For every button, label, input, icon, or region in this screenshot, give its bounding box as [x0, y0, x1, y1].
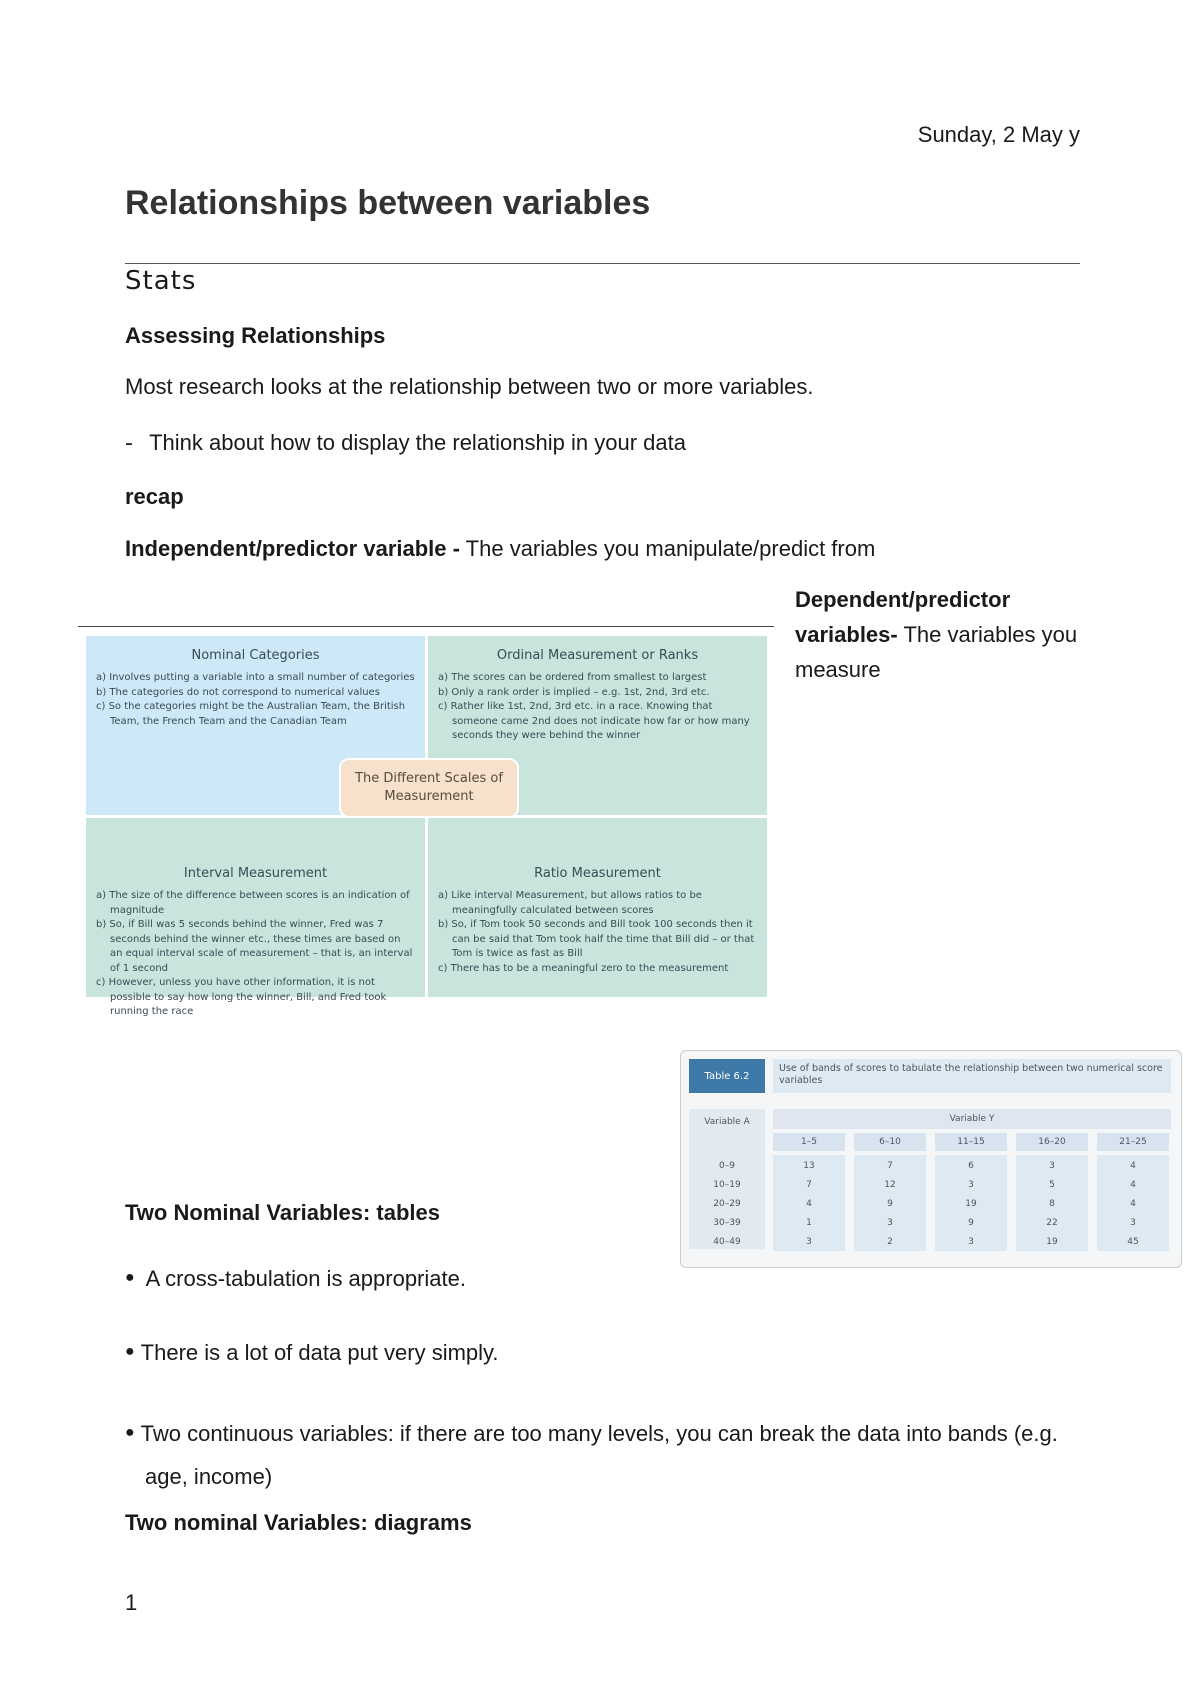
table-cell: 5 [1049, 1180, 1055, 1190]
table-cell: 12 [884, 1180, 896, 1190]
page-title: Relationships between variables [125, 184, 651, 222]
dependent-text: The variables you measure [795, 622, 1078, 682]
row-label: 30–39 [713, 1218, 741, 1228]
bullet-text: Two continuous variables: if there are too many levels, you can break the data into bands (e.g. age, income) [140, 1421, 1058, 1489]
dependent-variable-definition [795, 582, 1095, 687]
table-cell: 3 [806, 1237, 812, 1247]
paragraph-research: Most research looks at the relationship between two or more variables. [125, 374, 814, 399]
column-header: 21–25 [1097, 1133, 1169, 1151]
table-cell: 9 [968, 1218, 974, 1228]
heading-two-nominal-tables: Two Nominal Variables: tables [125, 1200, 441, 1225]
row-label: 40–49 [713, 1237, 741, 1247]
table-caption: Use of bands of scores to tabulate the relationship between two numerical score variables [773, 1059, 1171, 1093]
bullet-text: A cross-tabulation is appropriate. [140, 1266, 466, 1291]
table-cell: 19 [965, 1199, 977, 1209]
column-header: 16–20 [1016, 1133, 1088, 1151]
table-cell: 2 [887, 1237, 893, 1247]
bullet-dot: ● [125, 1343, 135, 1360]
table-cell: 4 [1130, 1199, 1136, 1209]
variable-y-header: Variable Y [773, 1109, 1171, 1129]
dependent-label: Dependent/predictor variables- [795, 587, 1011, 647]
bullet-dot: ● [125, 1424, 135, 1441]
table-column [1097, 1155, 1169, 1251]
section-subtitle: Stats [125, 266, 197, 296]
dash-item-text: Think about how to display the relationship in your data [149, 430, 686, 455]
table-cell: 6 [968, 1161, 974, 1171]
table-cell: 45 [1127, 1237, 1139, 1247]
bullet-item [125, 1266, 466, 1292]
quadrant-item: b) So, if Bill was 5 seconds behind the winner, Fred was 7 seconds behind the winner etc., these times are based on an equal interval scale of measurement – that is, an interval of 1 second [96, 919, 413, 974]
heading-recap: recap [125, 484, 184, 509]
quadrant-item: b) Only a rank order is implied – e.g. 1st, 2nd, 3rd etc. [438, 686, 710, 698]
quadrant-item: c) However, unless you have other information, it is not possible to say how long the winner, Bill, and Fred took running the race [96, 977, 387, 1017]
bullet-item [125, 1340, 499, 1366]
table-label: Table 6.2 [689, 1059, 765, 1093]
column-header: 1–5 [773, 1133, 845, 1151]
independent-label: Independent/predictor variable - [125, 536, 460, 561]
quadrant-title: Interval Measurement [183, 866, 328, 881]
table-cell: 3 [887, 1218, 893, 1228]
independent-variable-definition [125, 536, 875, 562]
heading-assessing-relationships: Assessing Relationships [125, 323, 386, 348]
quadrant-title: Nominal Categories [191, 648, 320, 663]
table-column [773, 1155, 845, 1251]
variable-a-header: Variable A [704, 1117, 750, 1127]
quadrant-ratio [428, 818, 767, 997]
row-label: 0–9 [719, 1161, 735, 1171]
page-number: 1 [125, 1590, 138, 1615]
quadrant-title: Ratio Measurement [534, 866, 661, 881]
document-date: Sunday, 2 May y [917, 122, 1080, 147]
table-cell: 3 [968, 1180, 974, 1190]
table-column [854, 1155, 926, 1251]
table-cell: 8 [1049, 1199, 1055, 1209]
table-cell: 4 [806, 1199, 812, 1209]
bullet-text: There is a lot of data put very simply. [140, 1340, 499, 1365]
table-column [1016, 1155, 1088, 1251]
table-cell: 4 [1130, 1161, 1136, 1171]
title-divider [125, 263, 1080, 264]
bullet-dot: ● [125, 1269, 135, 1286]
dash-list-item [125, 430, 686, 456]
quadrant-item: c) So the categories might be the Australian Team, the British Team, the French Team and the Canadian Team [96, 701, 406, 727]
table-6-2-figure [680, 1050, 1182, 1268]
diagram-center-label: The Different Scales of Measurement [339, 758, 519, 818]
scales-of-measurement-diagram [86, 636, 768, 1017]
table-cell: 7 [806, 1180, 812, 1190]
heading-two-nominal-diagrams: Two nominal Variables: diagrams [125, 1510, 472, 1535]
table-cell: 9 [887, 1199, 893, 1209]
table-cell: 13 [803, 1161, 815, 1171]
independent-text: The variables you manipulate/predict from [459, 536, 876, 561]
table-column [935, 1155, 1007, 1251]
variable-a-column [689, 1109, 765, 1249]
figure-divider [78, 626, 774, 627]
table-cell: 3 [1049, 1161, 1055, 1171]
column-header: 11–15 [935, 1133, 1007, 1151]
quadrant-item: a) The scores can be ordered from smallest to largest [438, 672, 707, 683]
table-cell: 1 [806, 1218, 812, 1228]
quadrant-item: b) So, if Tom took 50 seconds and Bill took 100 seconds then it can be said that Tom took half the time that Bill did – or that Tom is twice as fast as Bill [438, 919, 755, 959]
row-label: 10–19 [713, 1180, 741, 1190]
table-cell: 3 [968, 1237, 974, 1247]
table-cell: 3 [1130, 1218, 1136, 1228]
table-cell: 4 [1130, 1180, 1136, 1190]
quadrant-item: c) Rather like 1st, 2nd, 3rd etc. in a race. Knowing that someone came 2nd does not indicate how far or how many seconds they were behind the winner [438, 701, 750, 741]
dash-symbol: - [125, 431, 133, 456]
quadrant-item: b) The categories do not correspond to numerical values [96, 686, 380, 698]
quadrant-item: a) The size of the difference between scores is an indication of magnitude [96, 890, 410, 916]
table-cell: 19 [1046, 1237, 1058, 1247]
table-cell: 7 [887, 1161, 893, 1171]
column-header: 6–10 [854, 1133, 926, 1151]
quadrant-item: a) Like interval Measurement, but allows ratios to be meaningfully calculated between scores [438, 890, 702, 916]
bullet-item [125, 1414, 1075, 1497]
quadrant-item: c) There has to be a meaningful zero to the measurement [438, 962, 729, 974]
quadrant-title: Ordinal Measurement or Ranks [496, 648, 699, 663]
row-label: 20–29 [713, 1199, 741, 1209]
quadrant-item: a) Involves putting a variable into a small number of categories [96, 672, 415, 683]
quadrant-interval [86, 818, 425, 1017]
table-cell: 22 [1046, 1218, 1058, 1228]
